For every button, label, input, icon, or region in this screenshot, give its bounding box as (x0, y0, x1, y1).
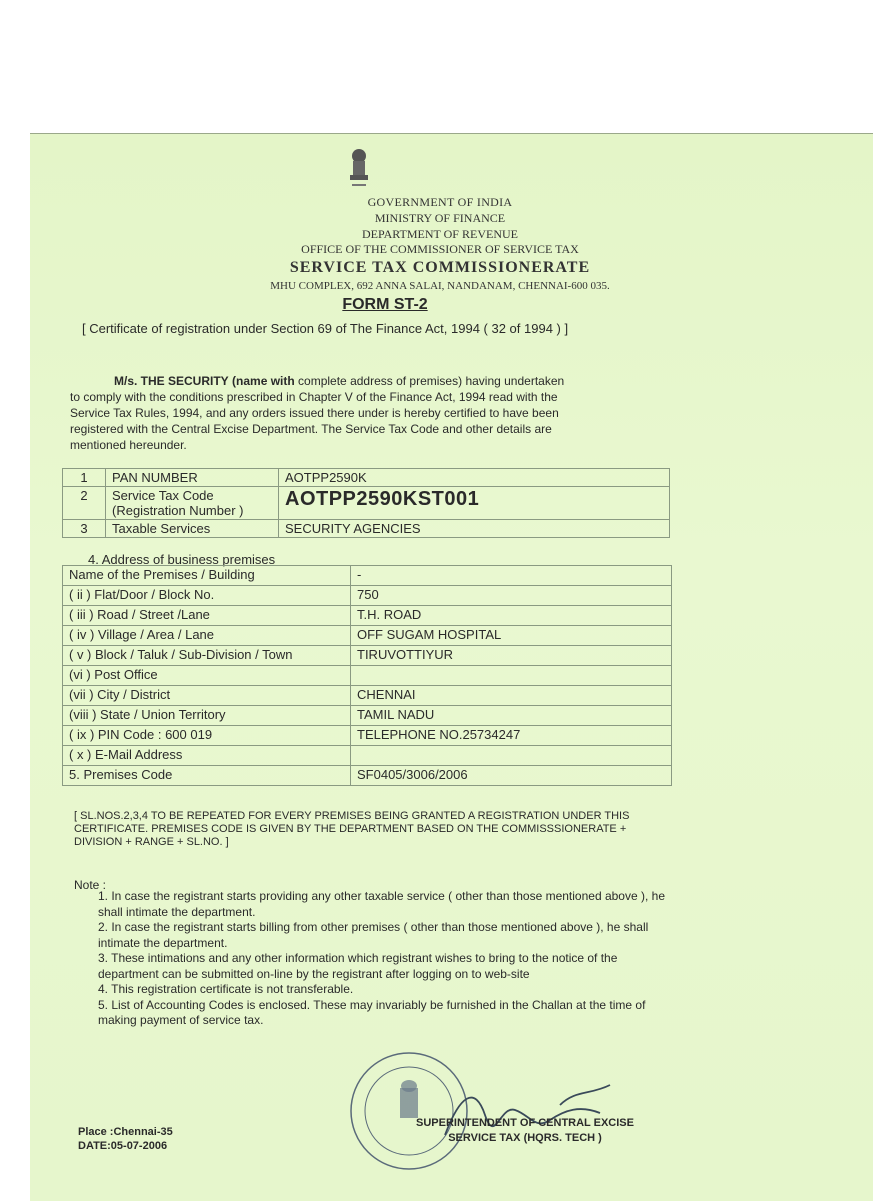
row-number: 3 (63, 520, 106, 538)
row-value: OFF SUGAM HOSPITAL (351, 626, 672, 646)
place-date (78, 1125, 173, 1153)
row-label: 5. Premises Code (63, 766, 351, 786)
row-label: PAN NUMBER (106, 469, 279, 487)
row-label: ( x ) E-Mail Address (63, 746, 351, 766)
intro-line: registered with the Central Excise Department. The Service Tax Code and other details are (70, 422, 552, 436)
intro-line: to comply with the conditions prescribed in Chapter V of the Finance Act, 1994 read with the (70, 390, 558, 404)
table-row (63, 520, 670, 538)
address-section-title: 4. Address of business premises (88, 552, 276, 567)
table-row (63, 766, 672, 786)
pan-number-value: AOTPP2590K (279, 469, 670, 487)
note-item: 1. In case the registrant starts providing any other taxable service ( other than those mentioned above ), he shall intimate the department. (98, 889, 665, 919)
date: DATE:05-07-2006 (78, 1140, 168, 1152)
registrant-name: M/s. THE SECURITY (114, 374, 229, 388)
name-note: (name with (232, 374, 295, 388)
table-row (63, 566, 672, 586)
row-value: TELEPHONE NO.25734247 (351, 726, 672, 746)
row-label: Taxable Services (106, 520, 279, 538)
row-value: TIRUVOTTIYUR (351, 646, 672, 666)
note-heading: Note : (74, 878, 107, 892)
address-table (62, 565, 672, 786)
row-label: (vi ) Post Office (63, 666, 351, 686)
note-item: 5. List of Accounting Codes is enclosed. These may invariably be furnished in the Challan at the time of making payment of service tax. (98, 997, 646, 1027)
row-value: CHENNAI (351, 686, 672, 706)
table-row (63, 646, 672, 666)
taxable-services-value: SECURITY AGENCIES (279, 520, 670, 538)
table-row (63, 469, 670, 487)
signatory-designation (390, 1116, 660, 1146)
intro-line-first: complete address of premises) having undertaken (294, 374, 565, 388)
row-value: - (351, 566, 672, 586)
place: Place :Chennai-35 (78, 1126, 173, 1138)
row-label: ( iv ) Village / Area / Lane (63, 626, 351, 646)
row-value: SF0405/3006/2006 (351, 766, 672, 786)
row-label: Name of the Premises / Building (63, 566, 351, 586)
registration-table (62, 468, 670, 538)
row-number: 1 (63, 469, 106, 487)
table-row (63, 686, 672, 706)
intro-line: Service Tax Rules, 1994, and any orders issued there under is hereby certified to have been (70, 406, 559, 420)
service-tax-code-value: AOTPP2590KST001 (279, 487, 670, 520)
note-item: 3. These intimations and any other information which registrant wishes to bring to the notice of the department can be submitted on-line by the registrant after logging on to web-site (98, 951, 618, 981)
row-label: (viii ) State / Union Territory (63, 706, 351, 726)
row-value: T.H. ROAD (351, 606, 672, 626)
row-value (351, 746, 672, 766)
row-label: ( v ) Block / Taluk / Sub-Division / Town (63, 646, 351, 666)
table-row (63, 586, 672, 606)
table-row (63, 487, 670, 520)
row-label: ( ix ) PIN Code : 600 019 (63, 726, 351, 746)
row-value: TAMIL NADU (351, 706, 672, 726)
certificate-line: [ Certificate of registration under Section 69 of The Finance Act, 1994 ( 32 of 1994 ) ] (82, 321, 569, 336)
row-label: ( ii ) Flat/Door / Block No. (63, 586, 351, 606)
header-government: GOVERNMENT OF INDIA (367, 195, 513, 209)
national-emblem-icon (344, 146, 374, 196)
intro-paragraph (70, 373, 670, 453)
row-label: (vii ) City / District (63, 686, 351, 706)
note-item: 2. In case the registrant starts billing from other premises ( other than those mentioned above ), he shall intimate the department. (98, 920, 649, 950)
form-title: FORM ST-2 (342, 296, 428, 313)
intro-line: mentioned hereunder. (70, 438, 187, 452)
row-label: ( iii ) Road / Street /Lane (63, 606, 351, 626)
row-value: 750 (351, 586, 672, 606)
table-row (63, 666, 672, 686)
table-row (63, 626, 672, 646)
designation-line1: SUPERINTENDENT OF CENTRAL EXCISE (416, 1117, 634, 1129)
table-row (63, 746, 672, 766)
row-number: 2 (63, 487, 106, 520)
header-commissionerate: SERVICE TAX COMMISSIONERATE (289, 259, 591, 276)
note-item: 4. This registration certificate is not transferable. (98, 982, 354, 996)
designation-line2: SERVICE TAX (HQRS. TECH ) (448, 1132, 602, 1144)
table-row (63, 606, 672, 626)
table-row (63, 726, 672, 746)
row-label: Service Tax Code (Registration Number ) (106, 487, 279, 520)
notes-list (98, 889, 673, 1029)
repeat-note: [ SL.NOS.2,3,4 TO BE REPEATED FOR EVERY PREMISES BEING GRANTED A REGISTRATION UNDER THIS CERTIFICATE. PREMISES CODE IS GIVEN BY THE DEPARTMENT BASED ON THE COMMISSSIONERATE + DIVISION + RANGE + SL.NO. ] (74, 810, 630, 848)
table-row (63, 706, 672, 726)
header-department: DEPARTMENT OF REVENUE (362, 227, 518, 241)
header-ministry: MINISTRY OF FINANCE (374, 211, 506, 225)
header-office: OFFICE OF THE COMMISSIONER OF SERVICE TAX (301, 242, 579, 256)
header-address: MHU COMPLEX, 692 ANNA SALAI, NANDANAM, CHENNAI-600 035. (270, 280, 610, 292)
row-value (351, 666, 672, 686)
